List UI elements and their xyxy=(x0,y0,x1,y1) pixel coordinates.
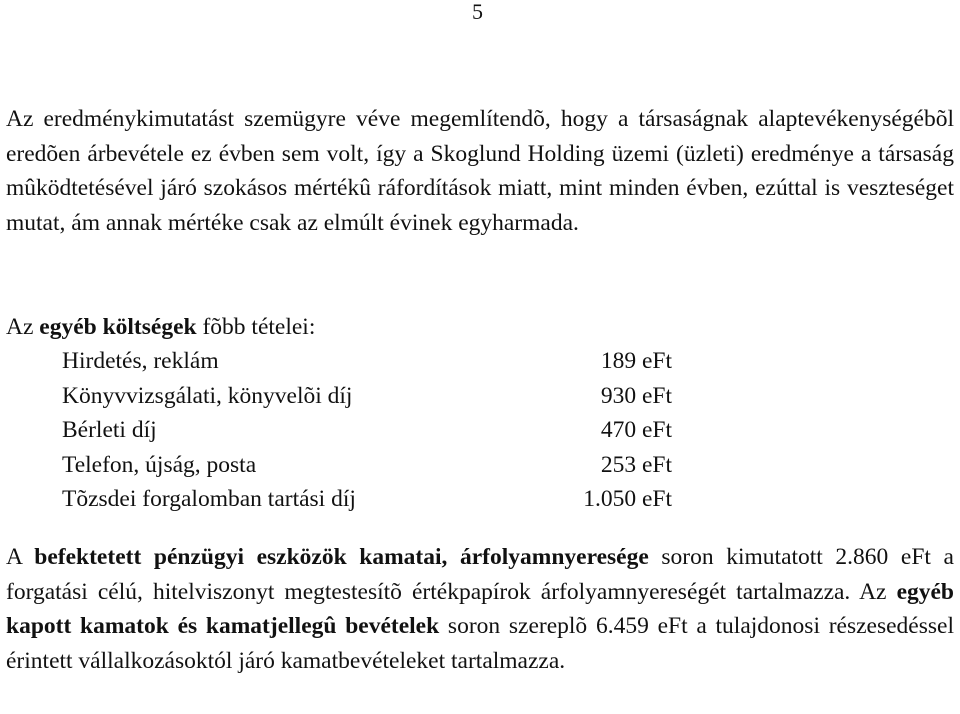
cost-label: Hirdetés, reklám xyxy=(62,348,219,374)
other-costs-heading-prefix: Az xyxy=(6,314,40,340)
cost-value: 470 eFt xyxy=(600,417,672,443)
cost-row xyxy=(62,482,672,517)
financial-income-text-1: A xyxy=(6,544,35,570)
cost-label: Könyvvizsgálati, könyvelõi díj xyxy=(62,382,353,409)
other-costs-heading xyxy=(6,310,315,345)
cost-label: Bérleti díj xyxy=(62,417,157,443)
financial-income-bold-2: egyéb kapott kamatok és kamatjellegû bevételek xyxy=(6,578,954,639)
cost-value: 189 eFt xyxy=(600,348,672,374)
page-number: 5 xyxy=(472,0,483,24)
income-statement-paragraph: Az eredménykimutatást szemügyre véve megemlítendõ, hogy a társaságnak alaptevékenységébõl eredõen árbevétele ez évben sem volt, így a Skoglund Holding üzemi (üzleti) eredménye a társaság mûködtetésével járó szokásos mértékû ráfordítások miatt, mint minden évben, ezúttal is veszteséget mutat, ám annak mértéke csak az elmúlt évinek egyharmada. xyxy=(6,106,954,236)
cost-label: Tõzsdei forgalomban tartási díj xyxy=(62,486,356,512)
cost-value: 1.050 eFt xyxy=(583,486,672,512)
cost-value: 253 eFt xyxy=(600,451,672,478)
cost-row xyxy=(62,448,672,483)
financial-income-bold-1: befektetett pénzügyi eszközök kamatai, árfolyamnyeresége xyxy=(34,544,649,570)
financial-income-text-2: soron kimutatott 2.860 eFt a forgatási célú, hitelviszonyt megtestesítõ értékpapírok árfolyamnyereségét tartalmazza. Az xyxy=(6,544,954,605)
other-costs-table xyxy=(62,344,672,517)
cost-label: Telefon, újság, posta xyxy=(62,451,257,478)
other-costs-heading-suffix: fõbb tételei: xyxy=(196,314,316,340)
cost-row xyxy=(62,379,672,414)
cost-value: 930 eFt xyxy=(600,382,672,409)
cost-row xyxy=(62,344,672,379)
financial-income-text-3: soron szereplõ 6.459 eFt a tulajdonosi részesedéssel érintett vállalkozásoktól járó kamatbevételeket tartalmazza. xyxy=(6,613,954,674)
cost-row xyxy=(62,413,672,448)
financial-income-paragraph xyxy=(6,540,954,678)
other-costs-heading-bold: egyéb költségek xyxy=(39,314,197,340)
